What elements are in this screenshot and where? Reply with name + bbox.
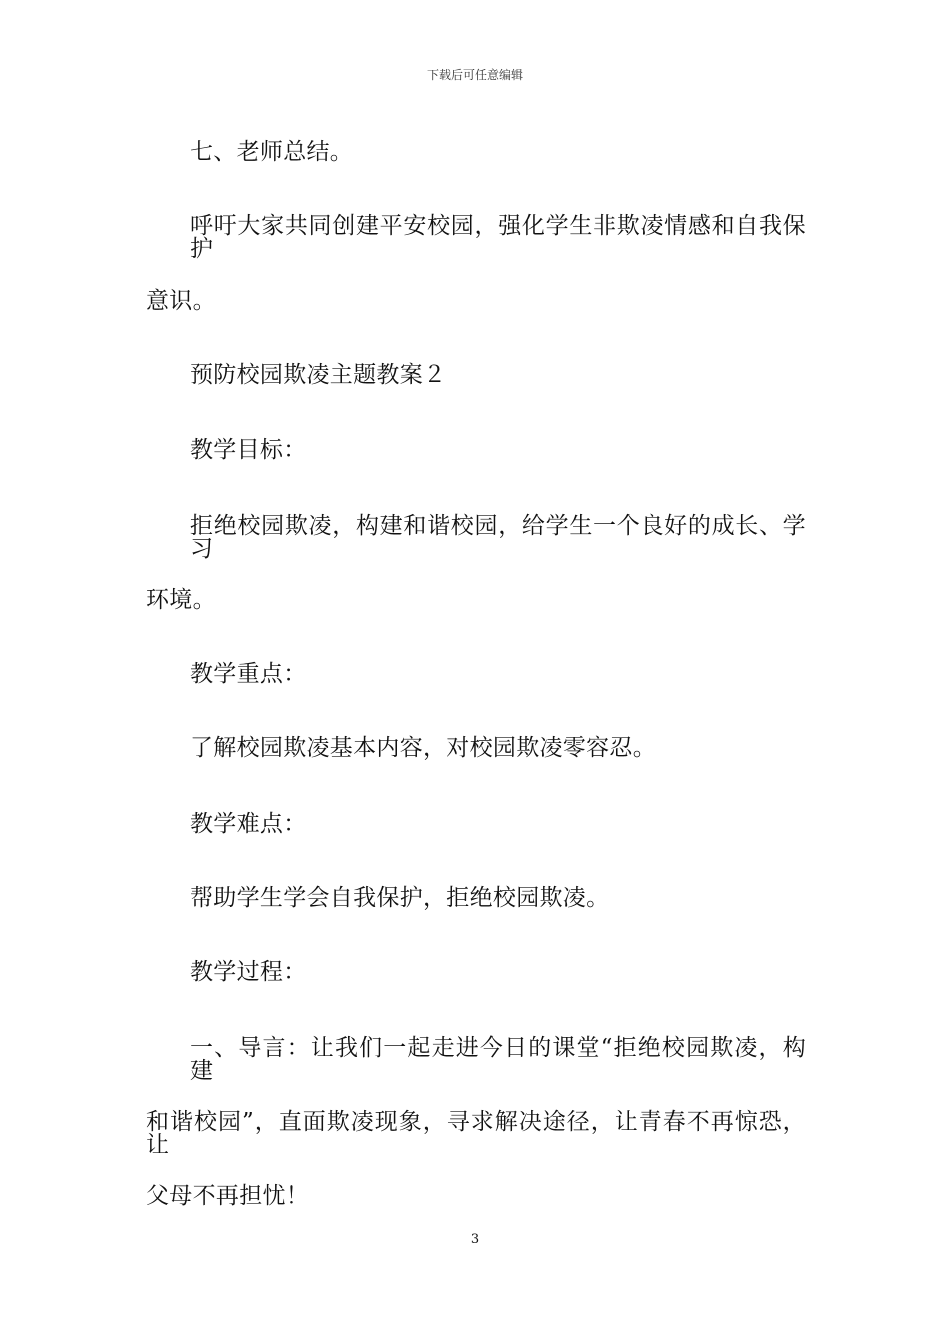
text-line: 拒绝校园欺凌，构建和谐校园，给学生一个良好的成长、学习 xyxy=(190,513,806,562)
lesson-plan-title: 预防校园欺凌主题教案２ xyxy=(190,362,447,388)
paragraph-focus: 了解校园欺凌基本内容，对校园欺凌零容忍。 xyxy=(190,735,656,761)
text-line: 一、导言：让我们一起走进今日的课堂“拒绝校园欺凌，构建 xyxy=(190,1035,806,1084)
page-header: 下载后可任意编辑 xyxy=(426,68,523,82)
paragraph-intro-line-2 xyxy=(146,1111,806,1157)
paragraph-goals-line-1 xyxy=(190,515,806,561)
text-line: 和谐校园”，直面欺凌现象，寻求解决途径，让青春不再惊恐，让 xyxy=(146,1109,806,1158)
paragraph-difficulty: 帮助学生学会自我保护，拒绝校园欺凌。 xyxy=(190,885,610,911)
paragraph-intro-line-1 xyxy=(190,1037,806,1083)
paragraph-summary-body-line-1 xyxy=(190,215,806,261)
text-line: 呼吁大家共同创建平安校园，强化学生非欺凌情感和自我保护 xyxy=(190,213,806,262)
heading-teaching-goals: 教学目标： xyxy=(190,437,307,463)
heading-teaching-process: 教学过程： xyxy=(190,959,307,985)
paragraph-summary-body-line-2: 意识。 xyxy=(146,288,216,314)
paragraph-summary-heading: 七、老师总结。 xyxy=(190,139,354,165)
heading-teaching-difficulty: 教学难点： xyxy=(190,811,307,837)
heading-teaching-focus: 教学重点： xyxy=(190,661,307,687)
paragraph-goals-line-2: 环境。 xyxy=(146,587,216,613)
paragraph-intro-line-3: 父母不再担忧！ xyxy=(146,1183,310,1209)
page-number: 3 xyxy=(470,1232,480,1247)
